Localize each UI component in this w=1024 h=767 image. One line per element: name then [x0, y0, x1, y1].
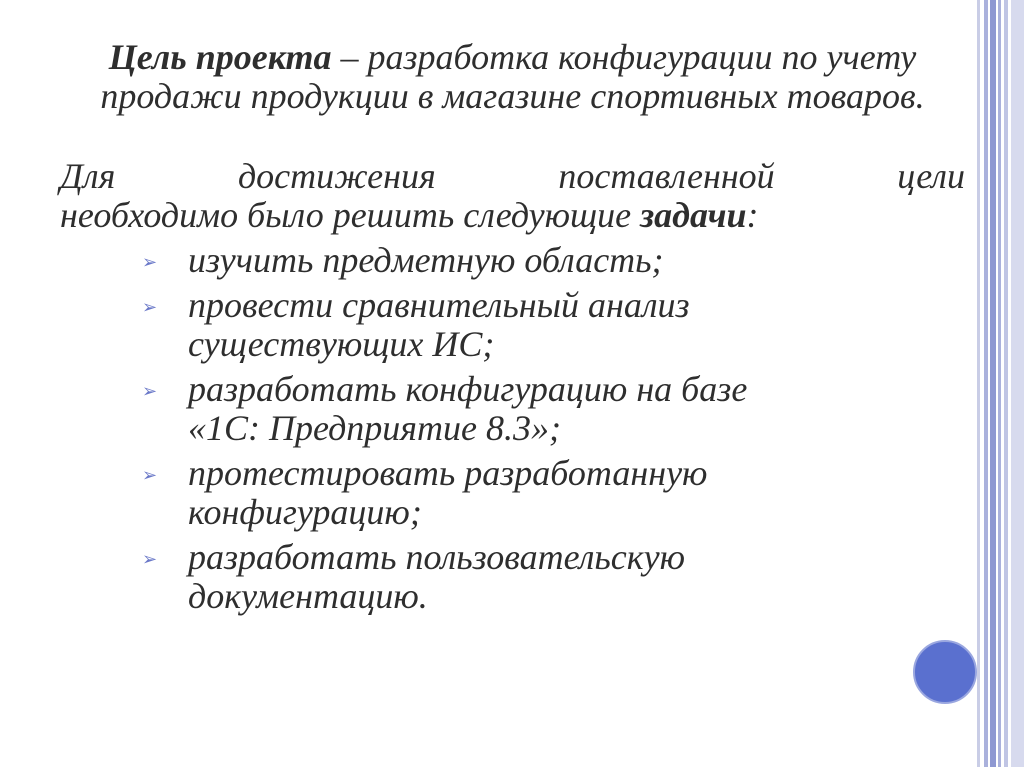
- decor-stripe: [1004, 0, 1008, 767]
- arrow-bullet-icon: ➢: [142, 297, 158, 317]
- task-list: [60, 241, 965, 616]
- intro-word: Для: [60, 156, 116, 196]
- arrow-bullet-icon: ➢: [142, 465, 158, 485]
- task-line: протестировать разработанную: [188, 453, 708, 493]
- intro-line2: [60, 196, 965, 235]
- task-line: провести сравнительный анализ: [188, 285, 690, 325]
- decor-stripe: [990, 0, 996, 767]
- task-line: «1С: Предприятие 8.3»;: [188, 408, 561, 448]
- task-line: конфигурацию;: [188, 492, 422, 532]
- list-item: [60, 286, 965, 364]
- arrow-bullet-icon: ➢: [142, 549, 158, 569]
- intro-prefix: необходимо было решить следующие: [60, 195, 641, 235]
- goal-label: Цель проекта: [108, 37, 332, 77]
- list-item: [60, 454, 965, 532]
- decor-stripe: [998, 0, 1001, 767]
- decor-stripe: [1011, 0, 1024, 767]
- intro-word: достижения: [237, 156, 436, 196]
- task-line: разработать пользовательскую: [188, 537, 685, 577]
- project-goal: [60, 38, 965, 116]
- decor-stripe: [977, 0, 980, 767]
- task-line: документацию.: [188, 576, 428, 616]
- arrow-bullet-icon: ➢: [142, 252, 158, 272]
- intro-keyword: задачи: [640, 195, 747, 235]
- intro-word: цели: [897, 156, 965, 196]
- intro-suffix: :: [746, 195, 759, 235]
- task-line: существующих ИС;: [188, 324, 495, 364]
- intro-line1: [60, 157, 965, 196]
- task-line: изучить предметную область;: [188, 240, 664, 280]
- goal-dash: –: [331, 37, 368, 77]
- arrow-bullet-icon: ➢: [142, 381, 158, 401]
- tasks-intro: [60, 157, 965, 235]
- intro-word: поставленной: [558, 156, 775, 196]
- list-item: [60, 370, 965, 448]
- decor-circle: [913, 640, 977, 704]
- list-item: [60, 538, 965, 616]
- decor-stripe: [984, 0, 988, 767]
- goal-text: разработка конфигурации по учету продажи продукции в магазине спортивных товаров.: [100, 37, 925, 116]
- task-line: разработать конфигурацию на базе: [188, 369, 748, 409]
- list-item: [60, 241, 965, 280]
- slide-content: [60, 38, 965, 622]
